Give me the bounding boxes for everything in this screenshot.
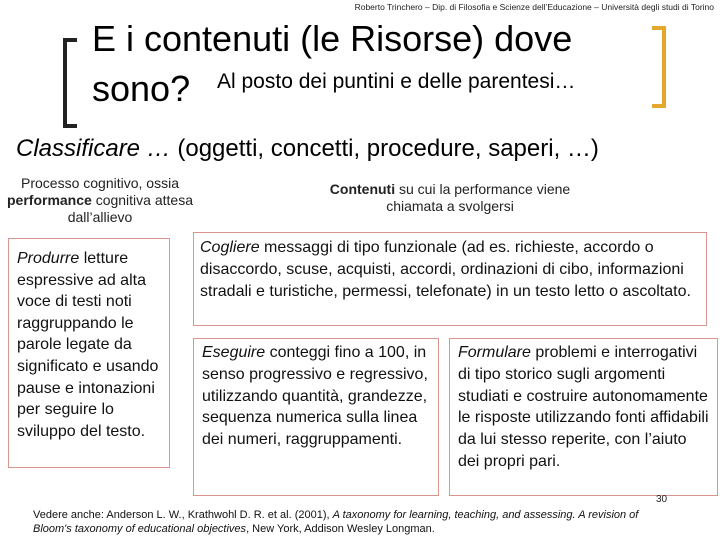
box-text: messaggi di tipo funzionale (ad es. richieste, accordo o disaccordo, scuse, acquisti, accordi, ordinazioni di cibo, informazioni stradali e turistiche, permessi, telefonate) in un testo letto o ascoltato.: [200, 239, 691, 300]
box-verb: Produrre: [17, 250, 80, 267]
classify-heading: [16, 135, 599, 163]
footer-post: , New York, Addison Wesley Longman.: [246, 523, 435, 535]
slide-title-line2: sono?: [92, 68, 191, 109]
footer-reference: [33, 508, 663, 536]
box-verb: Cogliere: [200, 239, 260, 256]
process-caption-post: cognitiva attesa dall’allievo: [67, 192, 193, 225]
example-box-formulare: [449, 338, 718, 496]
left-bracket-decoration: [63, 38, 77, 128]
page-number: 30: [656, 494, 668, 505]
footer-pre: Vedere anche: Anderson L. W., Krathwohl D. R. et al. (2001),: [33, 509, 333, 521]
example-box-eseguire: [193, 338, 439, 496]
process-caption-bold: performance: [7, 192, 92, 208]
slide-title-line1: E i contenuti (le Risorse) dove: [92, 18, 573, 59]
process-caption-pre: Processo cognitivo, ossia: [21, 175, 179, 191]
content-caption: [300, 181, 600, 215]
classify-emphasis: Classificare …: [16, 135, 171, 162]
box-text: problemi e interrogativi di tipo storico sugli argomenti studiati e costruire autonomamente le risposte utilizzando fonti affidabili da lui stesso reperite, con l’aiuto dei propri pari.: [458, 344, 709, 470]
box-text: conteggi fino a 100, in senso progressivo e regressivo, utilizzando quantità, grandezze, sequenza numerica sulla linea dei numeri, raggruppamenti.: [202, 344, 428, 449]
footer-title: A taxonomy for learning, teaching, and assessing. A revision of Bloom's taxonomy of educational objectives: [33, 509, 639, 535]
right-bracket-decoration: [652, 26, 666, 108]
content-caption-post: su cui la performance viene chiamata a svolgersi: [386, 181, 571, 214]
example-box-produrre: [8, 238, 170, 468]
content-caption-bold: Contenuti: [329, 181, 396, 197]
example-box-cogliere: [193, 232, 707, 326]
process-caption: [6, 175, 194, 226]
box-verb: Eseguire: [202, 344, 266, 361]
box-text: letture espressive ad alta voce di testi noti raggruppando le parole legate da significato e usando pause e intonazioni per seguire lo sviluppo del testo.: [17, 250, 159, 440]
slide-attribution: Roberto Trinchero – Dip. di Filosofia e Scienze dell’Educazione – Università degli studi di Torino: [354, 2, 714, 12]
box-verb: Formulare: [458, 344, 531, 361]
slide-subtitle: Al posto dei puntini e delle parentesi…: [217, 70, 576, 93]
classify-rest: (oggetti, concetti, procedure, saperi, …): [170, 135, 599, 162]
